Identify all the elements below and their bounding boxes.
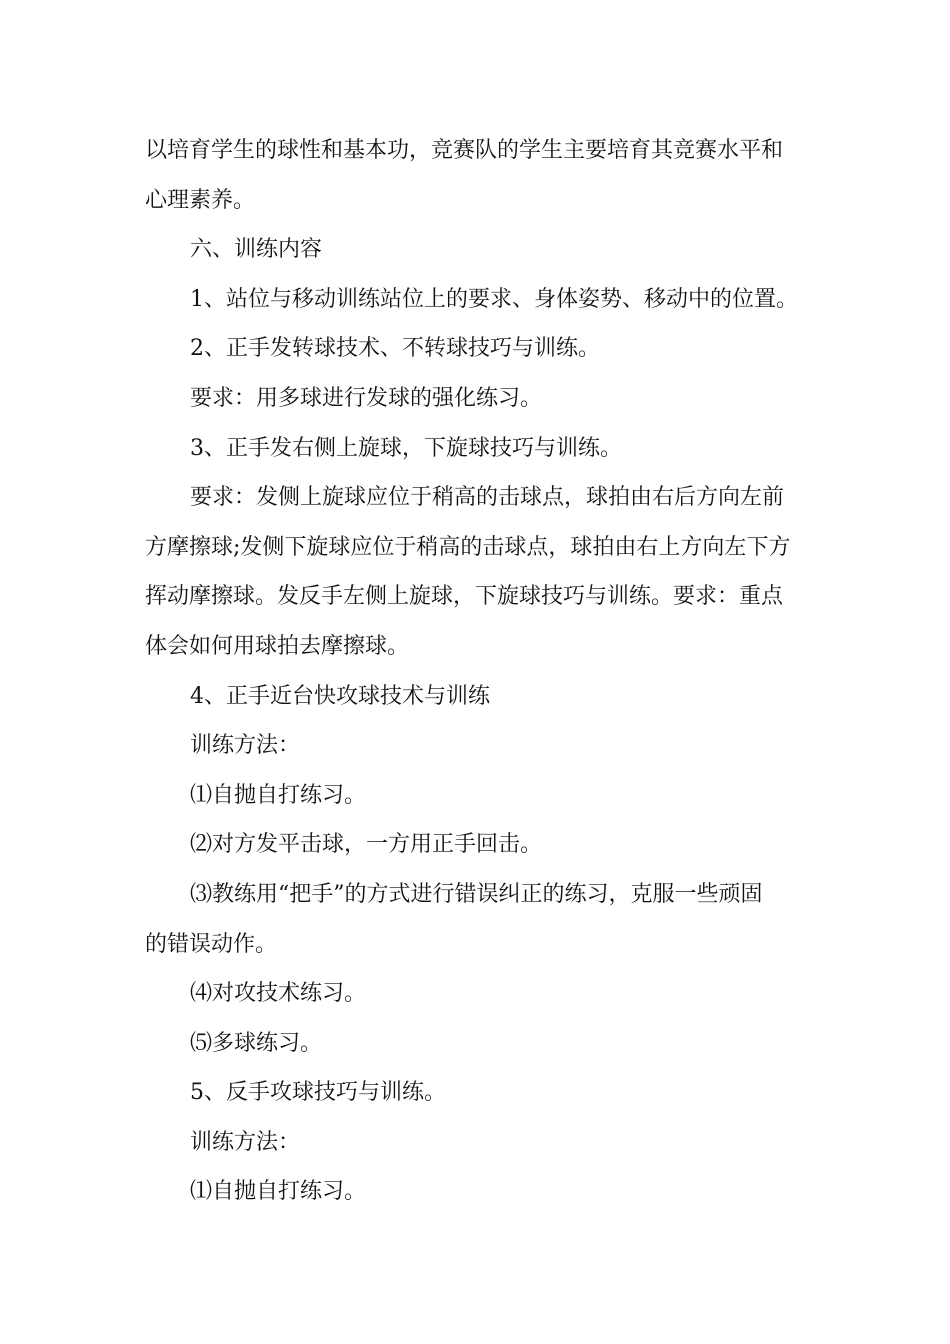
paragraph-line: 以培育学生的球性和基本功，竞赛队的学生主要培育其竞赛水平和 — [145, 138, 784, 163]
paragraph-line: 挥动摩擦球。发反手左侧上旋球，下旋球技巧与训练。要求：重点 — [145, 584, 784, 610]
paragraph-line: ⑸多球练习。 — [190, 1030, 323, 1056]
paragraph-line: ⑴自抛自打练习。 — [190, 1179, 367, 1205]
paragraph-line: ⑷对攻技术练习。 — [190, 981, 367, 1007]
paragraph-line: ⑶教练用“把手”的方式进行错误纠正的练习，克服一些顽固 — [190, 881, 763, 907]
document-body — [145, 126, 807, 1217]
paragraph-line: 1、站位与移动训练站位上的要求、身体姿势、移动中的位置。 — [190, 286, 798, 312]
paragraph-line: 4、正手近台快攻球技术与训练 — [190, 683, 490, 709]
paragraph-line: 5、反手攻球技巧与训练。 — [190, 1080, 446, 1106]
paragraph-line: ⑴自抛自打练习。 — [190, 782, 367, 808]
paragraph-line: 体会如何用球拍去摩擦球。 — [145, 633, 410, 659]
paragraph-line: ⑵对方发平击球，一方用正手回击。 — [190, 832, 543, 858]
paragraph-line: 方摩擦球;发侧下旋球应位于稍高的击球点，球拍由右上方向左下方 — [145, 534, 791, 560]
paragraph-line: 心理素养。 — [145, 187, 256, 213]
paragraph-line: 要求：用多球进行发球的强化练习。 — [190, 385, 543, 411]
paragraph-line: 3、正手发右侧上旋球，下旋球技巧与训练。 — [190, 435, 622, 461]
paragraph-line: 训练方法： — [190, 733, 301, 759]
paragraph-line: 2、正手发转球技术、不转球技巧与训练。 — [190, 336, 600, 362]
paragraph-line: 六、训练内容 — [190, 237, 323, 263]
paragraph-line: 的错误动作。 — [145, 931, 278, 957]
paragraph-line: 要求：发侧上旋球应位于稍高的击球点，球拍由右后方向左前 — [190, 485, 785, 511]
paragraph-line: 训练方法： — [190, 1129, 301, 1155]
